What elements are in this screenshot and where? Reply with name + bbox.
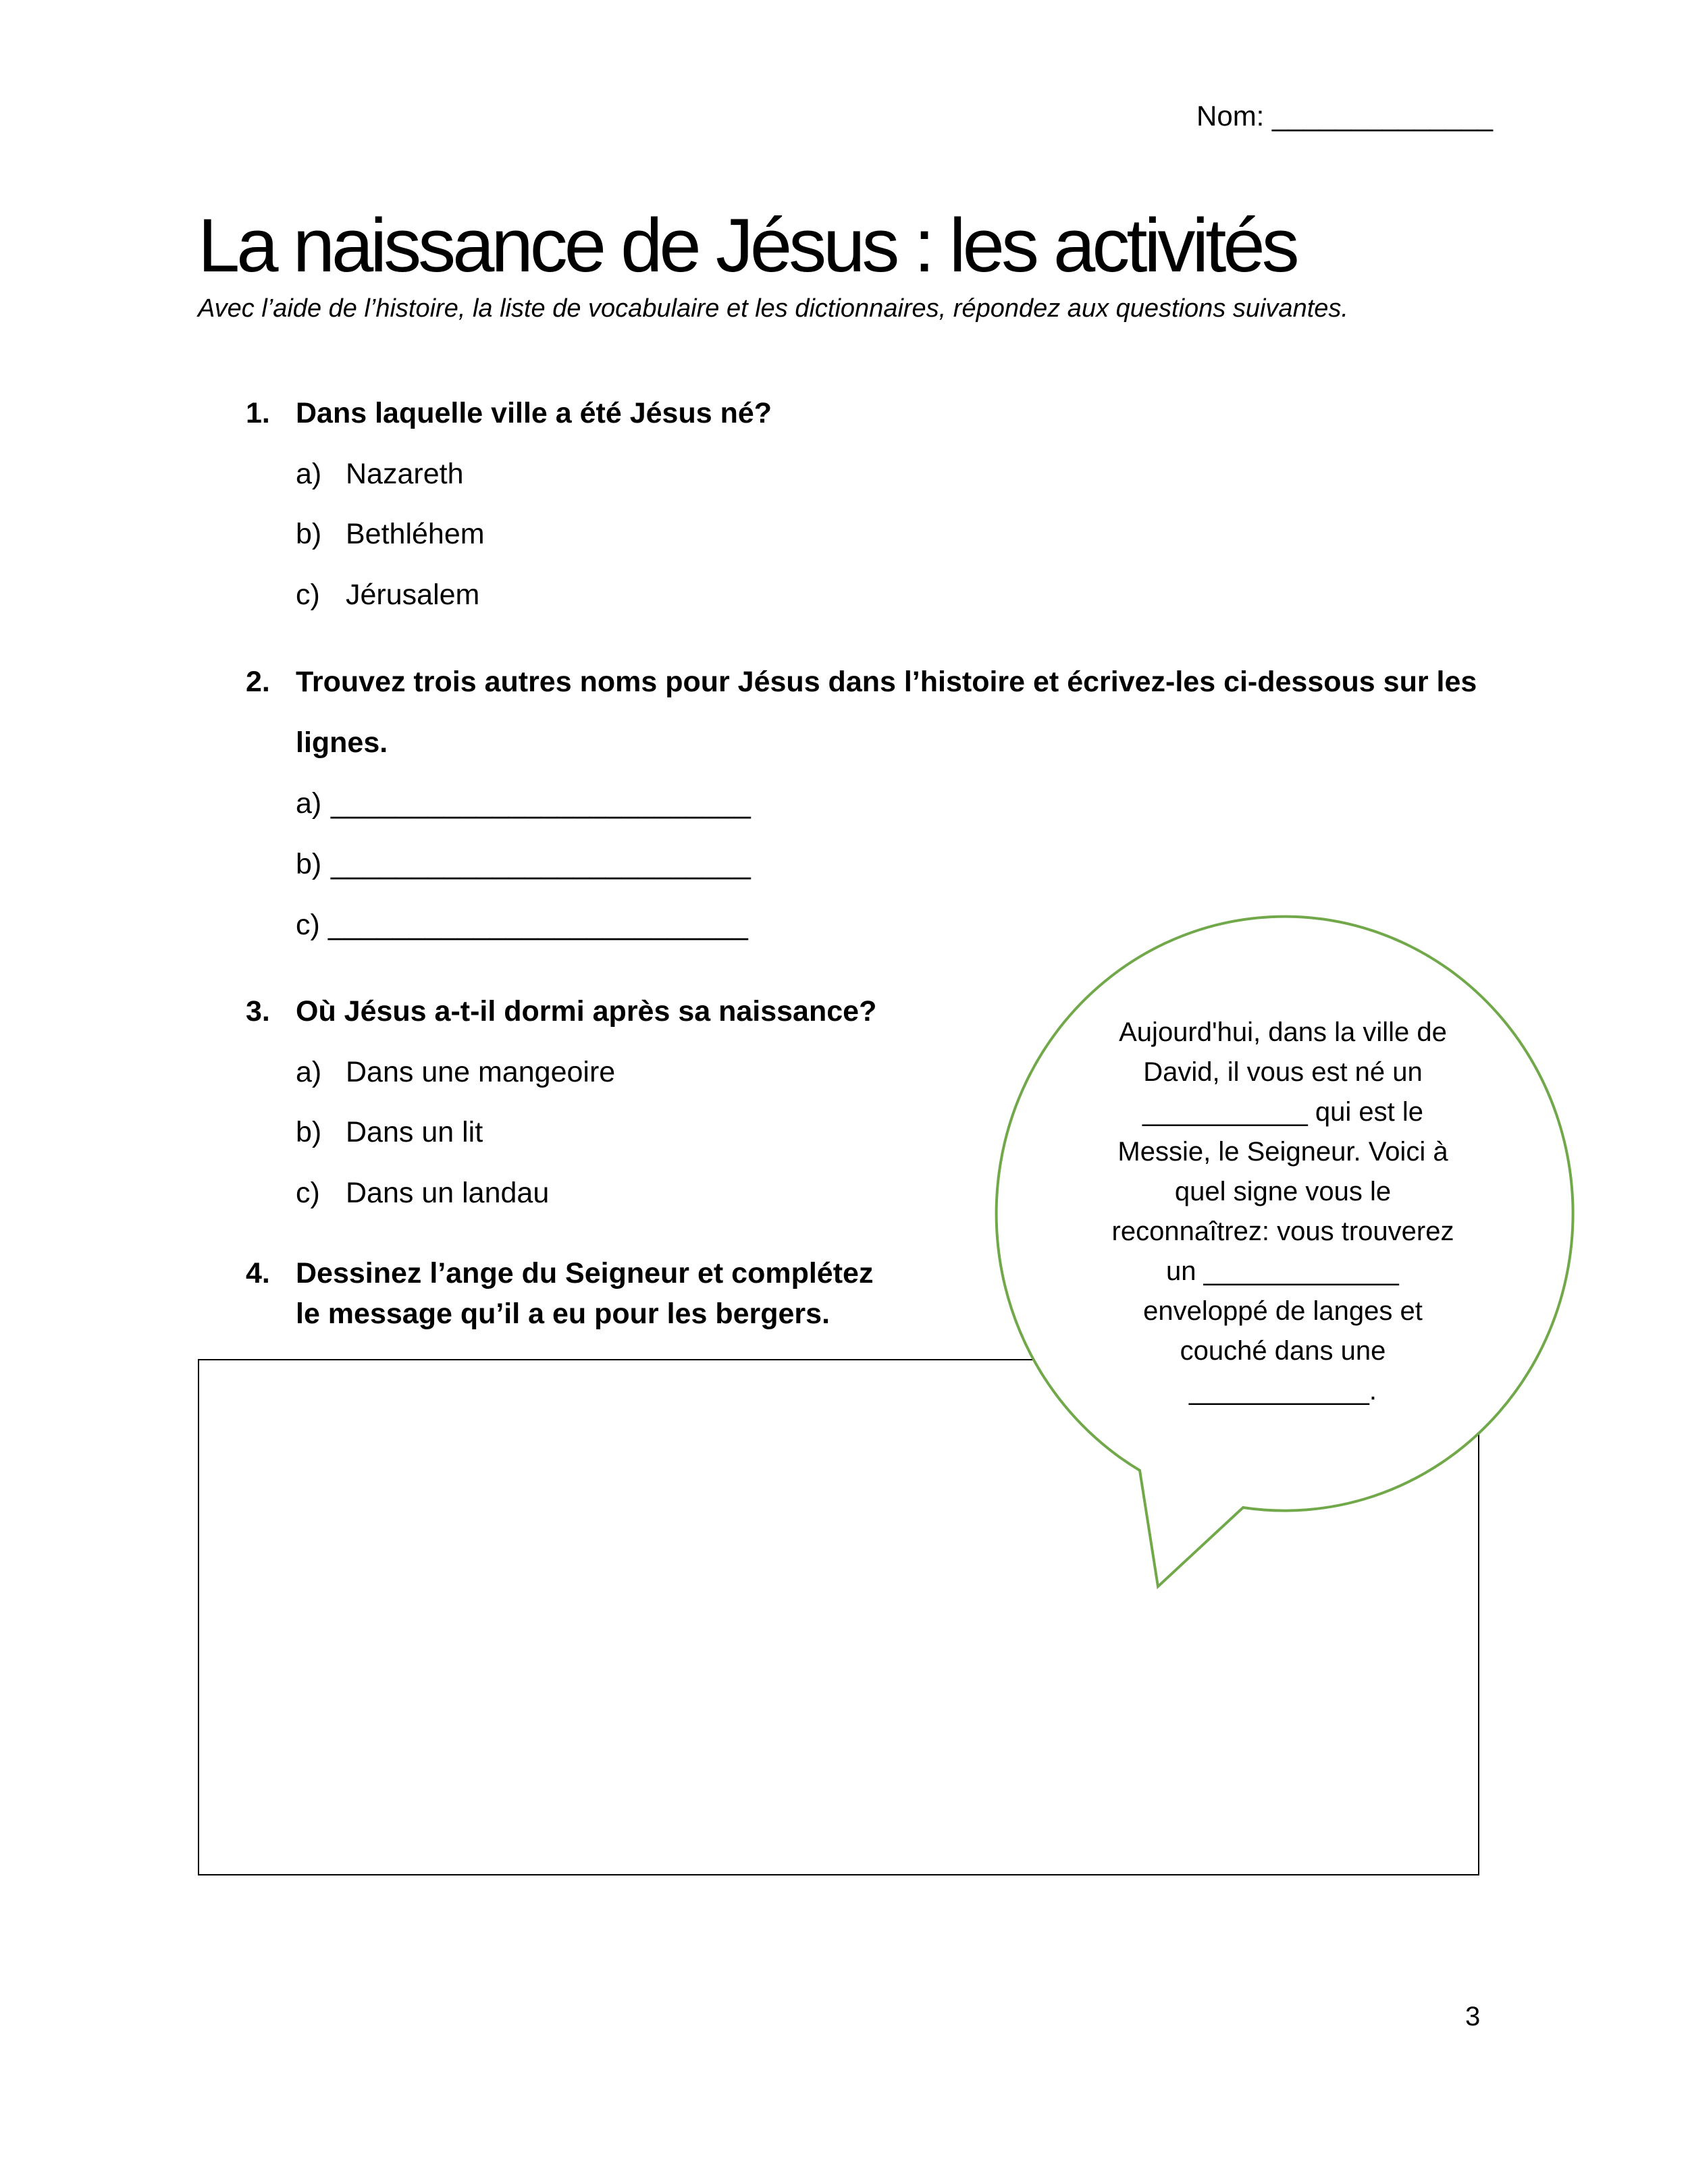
question-3-option-c-letter: c) — [296, 1177, 320, 1209]
question-4-text-continued: le message qu’il a eu pour les bergers. — [296, 1298, 830, 1330]
question-1-number: 1. — [246, 397, 270, 429]
question-3-option-a-letter: a) — [296, 1056, 322, 1088]
question-2-text: Trouvez trois autres noms pour Jésus dans l’histoire et écrivez-les ci-dessous sur les — [296, 666, 1477, 698]
name-field-label: Nom: ______________ — [1196, 100, 1494, 132]
bubble-line: Aujourd'hui, dans la ville de — [1119, 1017, 1447, 1047]
page-title: La naissance de Jésus : les activités — [198, 203, 1296, 288]
question-3-option-b-letter: b) — [296, 1116, 322, 1148]
question-2-text-continued: lignes. — [296, 726, 388, 759]
question-2-number: 2. — [246, 666, 270, 698]
question-4-text: Dessinez l’ange du Seigneur et complétez — [296, 1257, 874, 1289]
question-2-blank-b: __________________________ — [331, 848, 751, 880]
speech-bubble-message — [1080, 1013, 1485, 1411]
question-4-number: 4. — [246, 1257, 270, 1289]
question-3-number: 3. — [246, 995, 270, 1028]
bubble-line: quel signe vous le — [1174, 1177, 1392, 1206]
question-1-option-b-letter: b) — [296, 518, 322, 550]
question-3-option-a: Dans une mangeoire — [346, 1056, 616, 1088]
instructions: Avec l’aide de l’histoire, la liste de vocabulaire et les dictionnaires, répondez aux questions suivantes. — [198, 294, 1348, 323]
question-2-blank-a-letter: a) — [296, 787, 322, 820]
bubble-line: Messie, le Seigneur. Voici à — [1117, 1137, 1448, 1167]
question-3-option-b: Dans un lit — [346, 1116, 483, 1148]
bubble-line: reconnaîtrez: vous trouverez — [1111, 1217, 1454, 1246]
question-3-text: Où Jésus a-t-il dormi après sa naissance? — [296, 995, 877, 1028]
question-2-blank-c: __________________________ — [328, 909, 748, 941]
bubble-line: ___________ qui est le — [1142, 1097, 1423, 1127]
question-1-option-a-letter: a) — [296, 458, 322, 490]
bubble-line: enveloppé de langes et — [1143, 1296, 1423, 1326]
question-1-option-a: Nazareth — [346, 458, 464, 490]
bubble-line: couché dans une — [1180, 1336, 1386, 1366]
question-1-option-c: Jérusalem — [346, 579, 480, 611]
question-1-option-b: Bethléhem — [346, 518, 485, 550]
question-2-blank-c-letter: c) — [296, 909, 320, 941]
question-3-option-c: Dans un landau — [346, 1177, 550, 1209]
page-number: 3 — [1465, 2002, 1481, 2031]
bubble-line: ____________. — [1188, 1376, 1377, 1406]
question-2-blank-b-letter: b) — [296, 848, 322, 880]
bubble-line: un _____________ — [1166, 1256, 1399, 1286]
question-1-option-c-letter: c) — [296, 579, 320, 611]
question-1-text: Dans laquelle ville a été Jésus né? — [296, 397, 772, 429]
question-2-blank-a: __________________________ — [331, 787, 751, 820]
bubble-line: David, il vous est né un — [1143, 1057, 1423, 1087]
